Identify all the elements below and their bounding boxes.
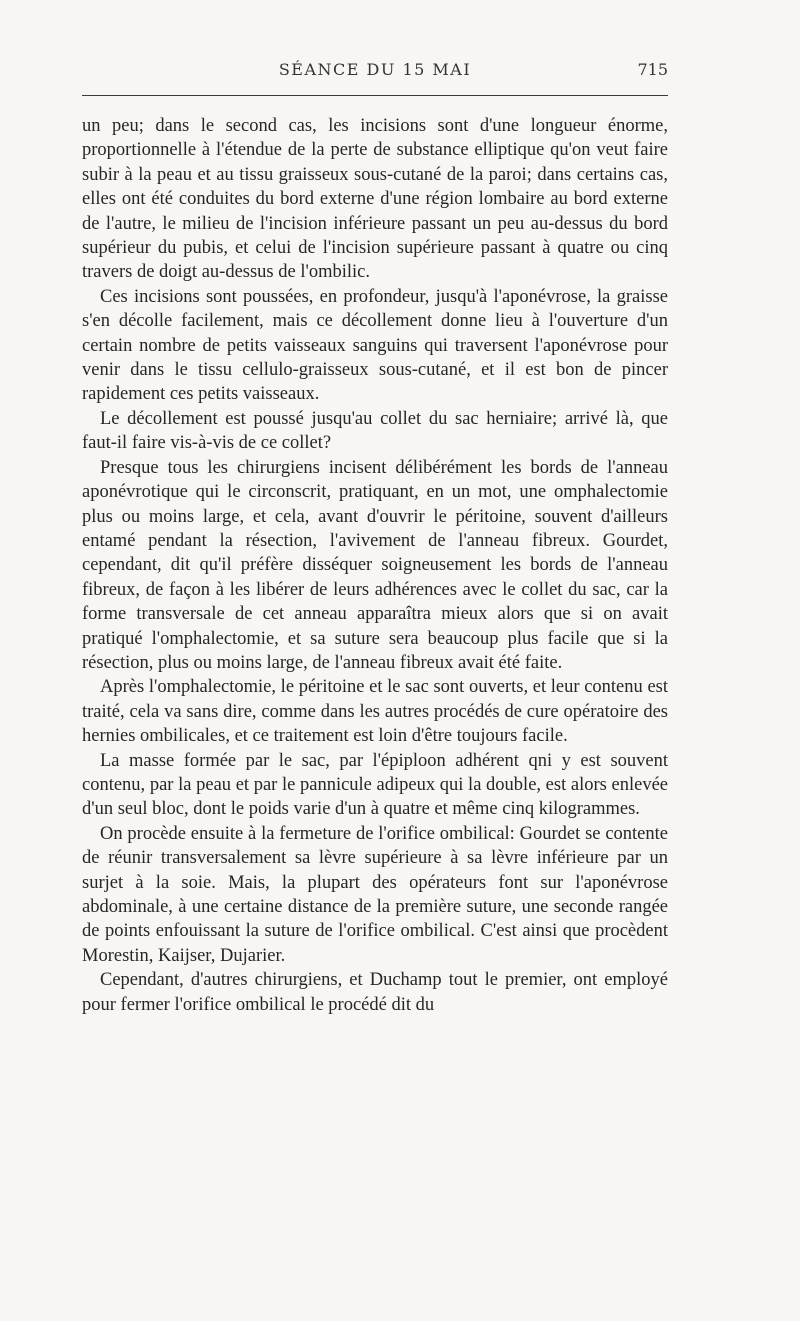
paragraph: Cependant, d'autres chirurgiens, et Duchamp tout le premier, ont employé pour fermer l'orifice ombilical le procédé dit du <box>82 970 668 1015</box>
paragraph: Ces incisions sont poussées, en profondeur, jusqu'à l'aponévrose, la graisse s'en décolle facilement, mais ce décollement donne lieu à l'ouverture d'un certain nombre de petits vaisseaux sanguins qui traversent l'aponévrose pour venir dans le tissu cellulo-graisseux sous-cutané, et il est bon de pincer rapidement ces petits vaisseaux. <box>82 286 668 405</box>
page-number: 715 <box>637 60 668 79</box>
running-head <box>82 60 668 84</box>
paragraph: Presque tous les chirurgiens incisent délibérément les bords de l'anneau aponévrotique qui le circonscrit, pratiquant, en un mot, une omphalectomie plus ou moins large, et cela, avant d'ouvrir le péritoine, souvent d'ailleurs entamé pendant la résection, l'avivement de l'anneau fibreux. Gourdet, cependant, dit qu'il préfère disséquer soigneusement les bords de l'anneau fibreux, de façon à les libérer de leurs adhérences avec le collet du sac, car la forme transversale de cet anneau apparaîtra mieux alors que si on avait pratiqué l'omphalectomie, et sa suture sera beaucoup plus facile que si la résection, plus ou moins large, de l'anneau fibreux avait été faite. <box>82 457 668 673</box>
paragraph: On procède ensuite à la fermeture de l'orifice ombilical: Gourdet se contente de réunir transversalement sa lèvre supérieure à sa lèvre inférieure par un surjet à la soie. Mais, la plupart des opérateurs font sur l'aponévrose abdominale, à une certaine distance de la première suture, une seconde rangée de points enfouissant la suture de l'orifice ombilical. C'est ainsi que procèdent Morestin, Kaijser, Dujarier. <box>82 823 668 966</box>
paragraph: Le décollement est poussé jusqu'au collet du sac herniaire; arrivé là, que faut-il faire vis-à-vis de ce collet? <box>82 408 668 454</box>
paragraph-continued: un peu; dans le second cas, les incisions sont d'une longueur énorme, proportionnelle à l'étendue de la perte de substance elliptique qu'on veut faire subir à la peau et au tissu graisseux sous-cutané de la paroi; dans certains cas, elles ont été conduites du bord externe d'une région lombaire au bord externe de l'autre, le milieu de l'incision inférieure passant un peu au-dessus du bord supérieur du pubis, et celui de l'incision supérieure passant à quatre ou cinq travers de doigt au-dessus de l'ombilic. <box>82 116 668 283</box>
header-rule <box>82 95 668 96</box>
body-text <box>82 114 668 1017</box>
paragraph: La masse formée par le sac, par l'épiploon adhérent qni y est souvent contenu, par la peau et par le pannicule adipeux qui la double, est alors enlevée d'un seul bloc, dont le poids varie d'un à quatre et même cinq kilogrammes. <box>82 750 668 820</box>
running-title: SÉANCE DU 15 MAI <box>278 60 472 79</box>
paragraph: Après l'omphalectomie, le péritoine et le sac sont ouverts, et leur contenu est traité, cela va sans dire, comme dans les autres procédés de cure opératoire des hernies ombilicales, et ce traitement est loin d'être toujours facile. <box>82 677 668 747</box>
